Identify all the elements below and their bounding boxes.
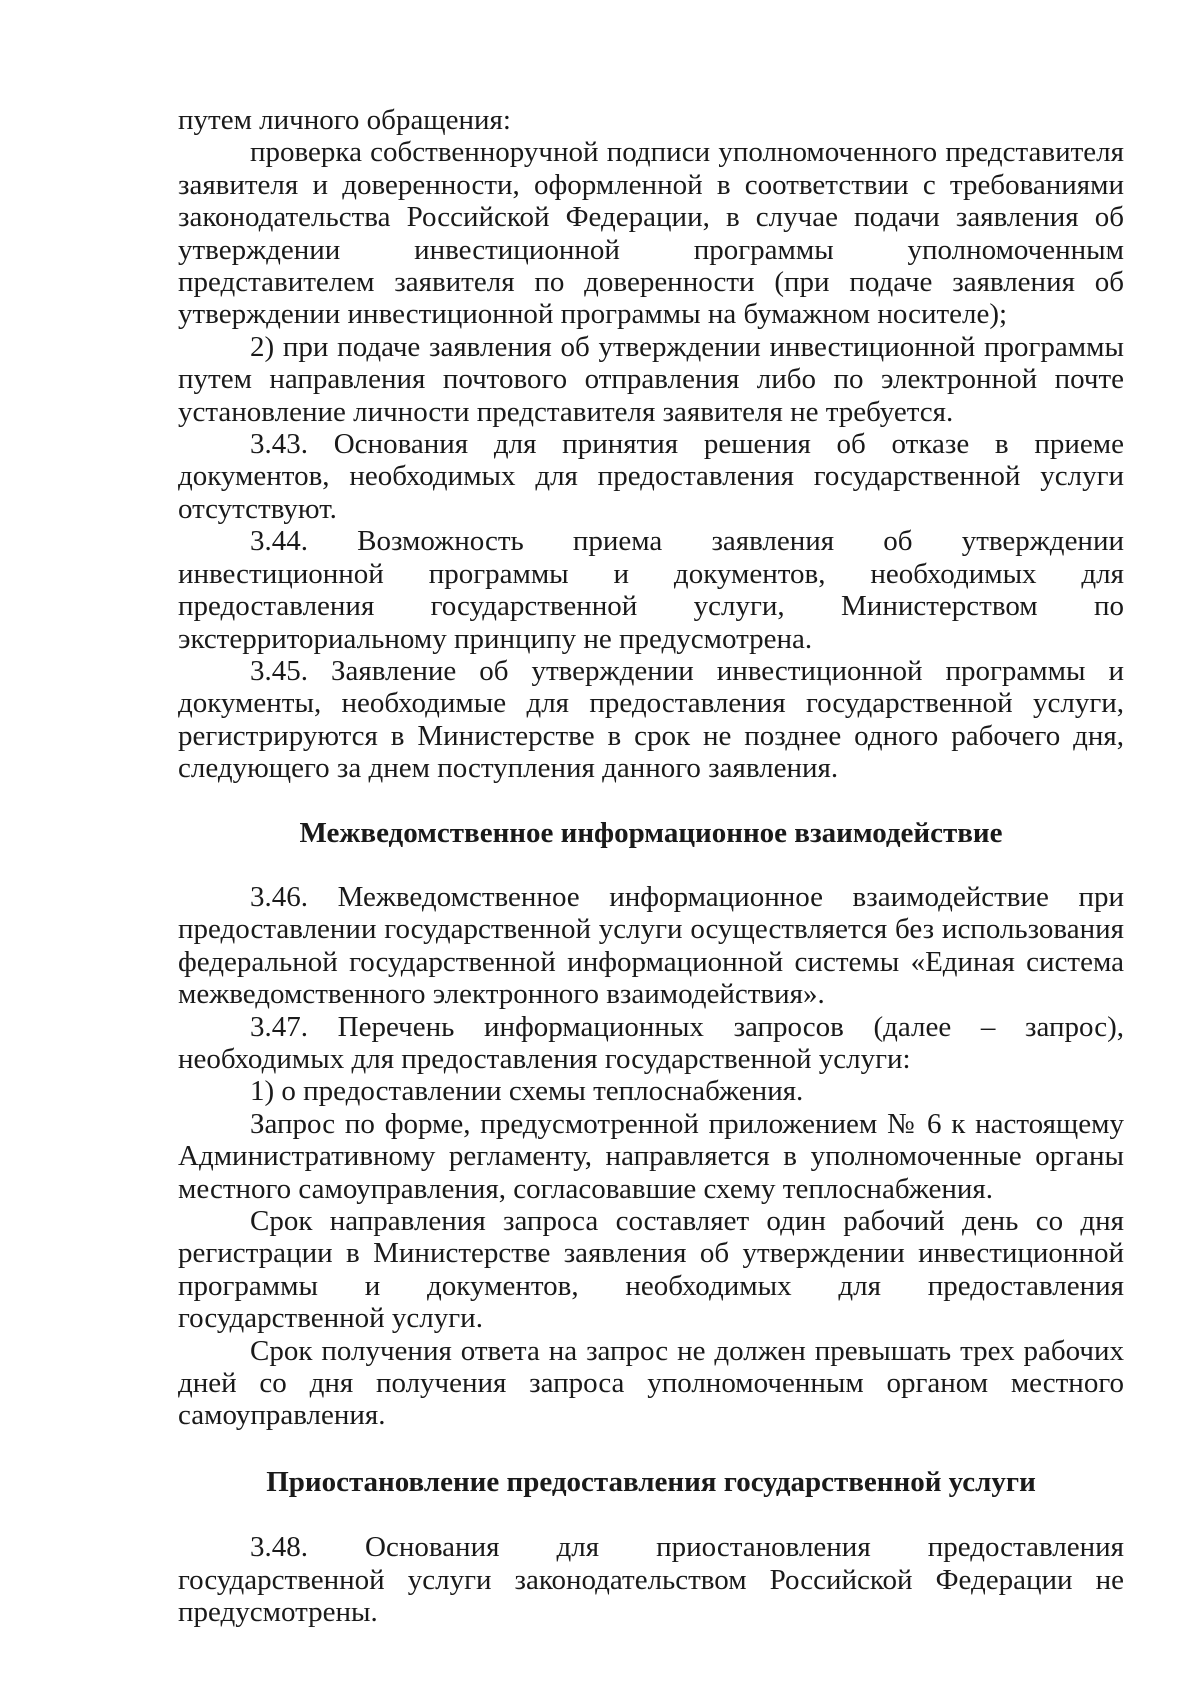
paragraph-3-47: 3.47. Перечень информационных запросов (далее – запрос), необходимых для предоставления государственной услуги: [178,1010,1124,1075]
paragraph-request-form: Запрос по форме, предусмотренной приложением № 6 к настоящему Административному регламенту, направляется в уполномоченные органы местного самоуправления, согласовавшие схему теплоснабжения. [178,1107,1124,1205]
section-heading-suspension: Приостановление предоставления государственной услуги [266,1465,1036,1498]
paragraph-continuation: путем личного обращения: [178,104,511,136]
paragraph-response-deadline: Срок получения ответа на запрос не должен превышать трех рабочих дней со дня получения запроса уполномоченным органом местного самоуправления. [178,1334,1124,1432]
paragraph-item-1: 1) о предоставлении схемы теплоснабжения. [250,1075,804,1108]
paragraph-3-44: 3.44. Возможность приема заявления об утверждении инвестиционной программы и документов, необходимых для предоставления государственной услуги, Министерством по экстерриториальному принципу не предусмотрена. [178,525,1124,655]
paragraph-3-45: 3.45. Заявление об утверждении инвестиционной программы и документы, необходимые для предоставления государственной услуги, регистрируются в Министерстве в срок не позднее одного рабочего дня, следующего за днем поступления данного заявления. [178,654,1124,785]
paragraph-signature-check: проверка собственноручной подписи уполномоченного представителя заявителя и доверенности, оформленной в соответствии с требованиями законодательства Российской Федерации, в случае подачи заявления об утверждении инвестиционной программы уполномоченным представителем заявителя по доверенности (при подаче заявления об утверждении инвестиционной программы на бумажном носителе); [178,136,1124,331]
paragraph-3-48: 3.48. Основания для приостановления предоставления государственной услуги законодательством Российской Федерации не предусмотрены. [178,1531,1124,1629]
paragraph-request-deadline: Срок направления запроса составляет один рабочий день со дня регистрации в Министерстве заявления об утверждении инвестиционной программы и документов, необходимых для предоставления государственной услуги. [178,1205,1124,1335]
paragraph-item-2: 2) при подаче заявления об утверждении инвестиционной программы путем направления почтового отправления либо по электронной почте установление личности представителя заявителя не требуется. [178,330,1124,428]
document-page [178,104,1124,1628]
paragraph-3-46: 3.46. Межведомственное информационное взаимодействие при предоставлении государственной услуги осуществляется без использования федеральной государственной информационной системы «Единая система межведомственного электронного взаимодействия». [178,880,1124,1011]
section-heading-interagency: Межведомственное информационное взаимодействие [299,816,1003,849]
paragraph-3-43: 3.43. Основания для принятия решения об отказе в приеме документов, необходимых для предоставления государственной услуги отсутствуют. [178,428,1124,525]
